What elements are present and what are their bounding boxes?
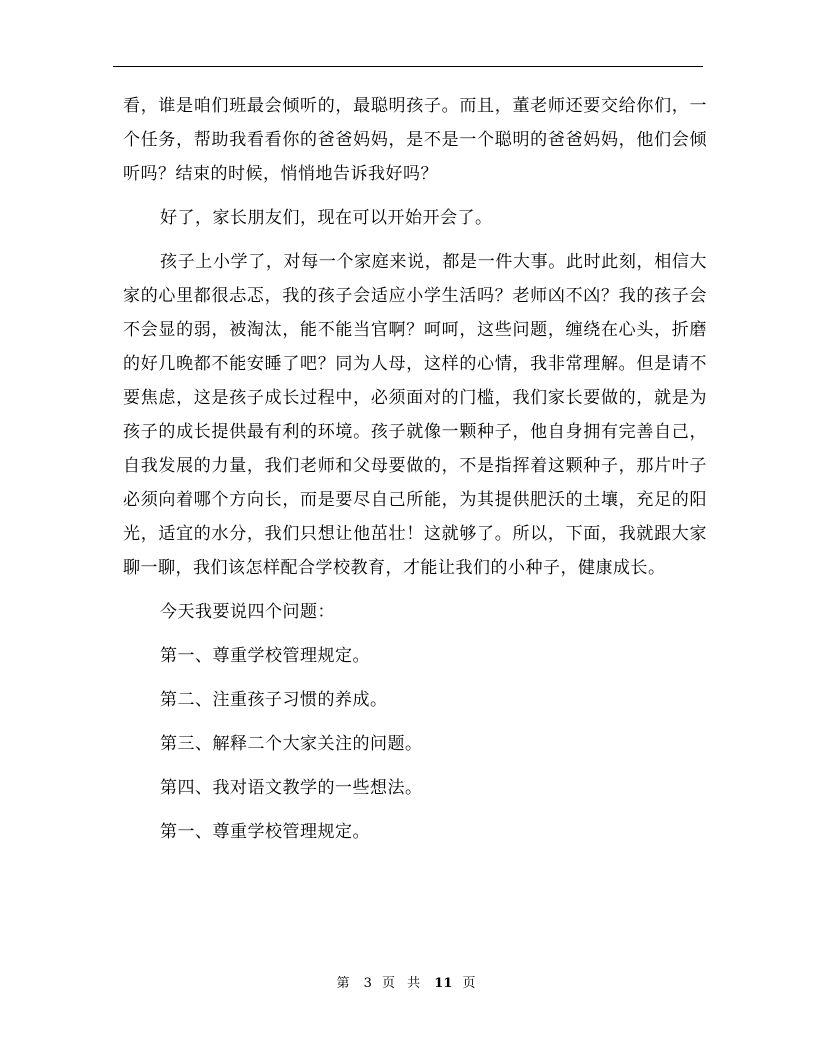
paragraph: 好了，家长朋友们，现在可以开始开会了。	[160, 208, 493, 228]
page-number: 3	[363, 976, 372, 991]
header-rule	[113, 66, 703, 67]
total-pages: 11	[434, 976, 453, 991]
list-item: 第三、解释二个大家关注的问题。	[160, 734, 423, 754]
section-heading: 第一、尊重学校管理规定。	[160, 822, 370, 842]
footer-middle: 页 共	[382, 976, 425, 991]
list-item: 第一、尊重学校管理规定。	[160, 646, 370, 666]
list-item: 第四、我对语文教学的一些想法。	[160, 778, 423, 798]
document-body	[123, 89, 707, 859]
footer-suffix: 页	[462, 976, 480, 991]
paragraph: 看，谁是咱们班最会倾听的，最聪明孩子。而且，董老师还要交给你们，一个任务，帮助我看看你的爸爸妈妈，是不是一个聪明的爸爸妈妈，他们会倾听吗？结束的时候，悄悄地告诉我好吗？	[123, 96, 707, 184]
paragraph: 孩子上小学了，对每一个家庭来说，都是一件大事。此时此刻，相信大家的心里都很忐忑，我的孩子会适应小学生活吗？老师凶不凶？我的孩子会不会显的弱，被淘汰，能不能当官啊？呵呵，这些问题，缠绕在心头，折磨的好几晚都不能安睡了吧？同为人母，这样的心情，我非常理解。但是请不要焦虑，这是孩子成长过程中，必须面对的门槛，我们家长要做的，就是为孩子的成长提供最有利的环境。孩子就像一颗种子，他自身拥有完善自己，自我发展的力量，我们老师和父母要做的，不是指挥着这颗种子，那片叶子必须向着哪个方向长，而是要尽自己所能，为其提供肥沃的土壤，充足的阳光，适宜的水分，我们只想让他茁壮！这就够了。所以，下面，我就跟大家聊一聊，我们该怎样配合学校教育，才能让我们的小种子，健康成长。	[123, 252, 707, 578]
list-item: 第二、注重孩子习惯的养成。	[160, 690, 388, 710]
page-footer	[0, 972, 816, 991]
paragraph: 今天我要说四个问题：	[160, 602, 335, 622]
footer-prefix: 第	[336, 976, 354, 991]
